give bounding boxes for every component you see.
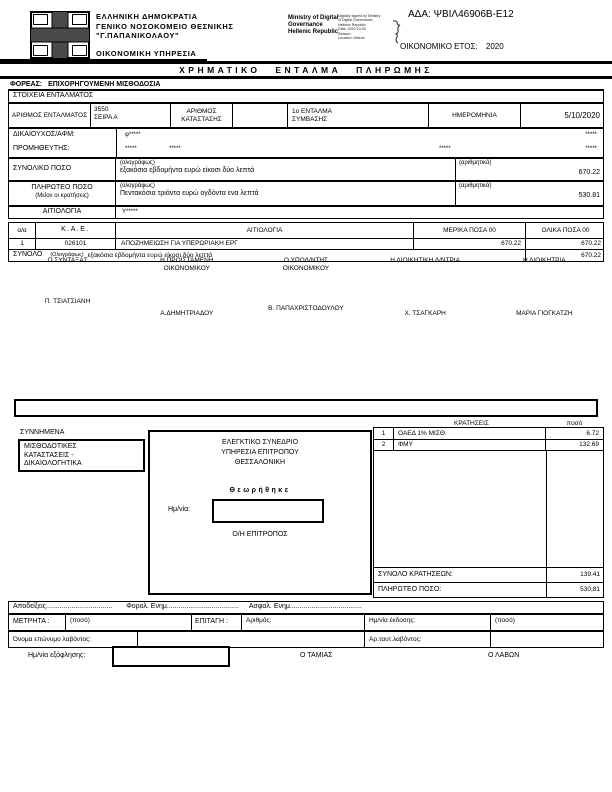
approval-date-box xyxy=(212,499,324,523)
digital-signature-stamp xyxy=(338,14,396,40)
cheque-label: ΕΠΙΤΑΓΗ : xyxy=(192,615,242,630)
justification-value-redacted: Υ***** xyxy=(122,209,138,215)
warrant-number-value xyxy=(91,104,171,127)
kae-total-words: εξακόσια εβδομήντα ευρώ είκοσι δύο λεπτά xyxy=(87,251,213,259)
signature-title-1: Ο ΣΥΝΤΑΞΑΣ xyxy=(47,257,88,264)
warrant-number: 3550 xyxy=(94,106,109,113)
receipts-row xyxy=(8,601,604,614)
attachments-box xyxy=(18,439,145,472)
signature-name-3: Β. ΠΑΠΑΧΡΙΣΤΟΔΟΥΛΟΥ xyxy=(268,305,344,312)
court-line-1: ΕΛΕΓΚΤΙΚΟ ΣΥΝΕΔΡΙΟ xyxy=(221,439,299,446)
signature-name-5: ΜΑΡΙΑ ΓΙΟΓΚΑΤΖΗ xyxy=(516,310,573,317)
total-numeric-tag: (αριθμητικά) xyxy=(459,160,492,166)
ada-value: ΨΒΙΛ46906Β-Ε12 xyxy=(433,9,514,20)
approval-date-label: Ημ/νία: xyxy=(168,506,191,513)
cashier-label: Ο ΤΑΜΙΑΣ xyxy=(300,652,333,659)
ministry-line-2: Governance xyxy=(288,22,323,28)
warrant-details-header: ΣΤΟΙΧΕΙΑ ΕΝΤΑΛΜΑΤΟΣ xyxy=(8,90,604,103)
payable-amount-label-cell xyxy=(9,182,116,205)
deduction-1-desc: ΟΑΕΔ 1% ΜΙΣΘ. xyxy=(394,428,546,439)
cheque-amount-placeholder: (ποσό) xyxy=(495,617,515,624)
kae-row-partial-amount: 670.22 xyxy=(414,239,526,249)
signature-title-3: Ο ΥΠΟΔ/ΝΤΗΣ ΟΙΚΟΝΟΜΙΚΟΥ xyxy=(282,257,330,272)
kae-row-aa: 1 xyxy=(9,239,36,249)
stamp-line-5: Reason: xyxy=(338,31,352,36)
fiscal-year xyxy=(400,42,504,51)
court-line-3: ΘΕΣΣΑΛΟΝΙΚΗ xyxy=(234,459,286,466)
warrant-series: ΣΕΙΡΑ Α xyxy=(94,113,118,121)
deduction-1-amount: 6.72 xyxy=(586,429,599,437)
kae-header-aa: α/α xyxy=(9,223,36,238)
payable-amount-sublabel: (Μείον οι κρατήσεις) xyxy=(35,192,89,199)
ada-code xyxy=(408,9,514,20)
signature-titles-row xyxy=(8,257,604,272)
audit-court-lines xyxy=(150,432,370,468)
recipient-name-blank xyxy=(138,632,365,647)
org-line-3: "Γ.ΠΑΠΑΝΙΚΟΛΑΟΥ" xyxy=(96,31,180,40)
total-words-tag: (ολογράφως) xyxy=(120,160,155,166)
payable-amount-numeric: 530.81 xyxy=(578,192,600,199)
payable-amount-row xyxy=(8,181,604,206)
deduction-empty-space xyxy=(374,451,603,567)
signature-name-4: Χ. ΤΣΑΓΚΑΡΗ xyxy=(404,310,446,317)
deductions-table xyxy=(373,427,604,598)
recipient-id-label: Αρ.ταυτ.λαβόντος: xyxy=(365,632,491,647)
recipient-id-blank xyxy=(491,632,605,647)
beneficiary-value-redacted: φ***** xyxy=(125,132,141,138)
attachment-line-1: ΜΙΣΘΟΔΟΤΙΚΕΣ xyxy=(24,443,77,450)
payable-numeric-tag: (αριθμητικά) xyxy=(459,183,492,189)
beneficiary-right-redacted: ***** xyxy=(585,132,597,138)
kae-table xyxy=(8,222,604,262)
deduction-2-desc: ΦΜΥ xyxy=(394,440,546,451)
insurance-clearance-label: Ασφαλ. Ενημ..................................... xyxy=(248,603,362,611)
receiver-label: Ο ΛΑΒΩΝ xyxy=(488,652,520,659)
receipts-label: Αποδείξεις.................................. xyxy=(13,603,113,611)
total-amount-row xyxy=(8,158,604,181)
stamp-line-2: of Digital Governance, xyxy=(338,18,374,23)
payable-words-tag: (ολογράφως) xyxy=(120,183,155,189)
payable-amount-words-cell xyxy=(116,182,456,205)
attachment-line-2: ΚΑΤΑΣΤΑΣΕΙΣ - xyxy=(24,451,74,459)
total-amount-label: ΣΥΝΟΛΙΚΟ ΠΟΣΟ xyxy=(9,159,116,180)
deduction-2-amount: 132.69 xyxy=(579,441,599,448)
foreas-value: ΕΠΙΧΟΡΗΓΟΥΜΕΝΗ ΜΙΣΘΟΔΟΣΙΑ xyxy=(48,80,161,88)
recipient-name-label: Όνομα επώνυμο λαβόντος: xyxy=(9,632,138,647)
kae-header-justification: ΑΙΤΙΟΛΟΓΙΑ xyxy=(116,223,414,238)
ministry-line-3: Hellenic Republic xyxy=(288,29,339,35)
commissioner-label: Ο/Η ΕΠΙΤΡΟΠΟΣ xyxy=(232,531,288,538)
statement-number-value xyxy=(233,104,288,127)
header-rule-bottom xyxy=(0,76,612,79)
warrant-number-label: ΑΡΙΘΜΟΣ ΕΝΤΑΛΜΑΤΟΣ xyxy=(9,104,91,127)
contract-warrant-label: 1ο ΕΝΤΑΛΜΑ ΣΥΜΒΑΣΗΣ xyxy=(288,104,429,127)
total-amount-numeric-cell xyxy=(456,159,605,180)
recipient-row xyxy=(8,631,604,648)
fiscal-year-label: ΟΙΚΟΝΟΜΙΚΟ ΕΤΟΣ: xyxy=(400,42,478,51)
stamp-line-4: Date: 2020.10.06 xyxy=(338,27,366,32)
deductions-title: ΚΡΑΤΗΣΕΙΣ xyxy=(454,420,489,427)
payable-amount-words: Πεντακόσια τριάντα ευρώ ογδόντα ενα λεπτά xyxy=(120,190,259,197)
payoff-date-label: Ημ/νία εξόφλησης: xyxy=(28,652,86,659)
justification-label: ΑΙΤΙΟΛΟΓΙΑ xyxy=(9,207,116,218)
empty-note-box xyxy=(14,399,598,417)
payment-method-row xyxy=(8,614,604,631)
total-amount-words: εξακόσια εβδομήντα ευρώ είκοσι δύο λεπτά xyxy=(120,167,255,174)
organization-block xyxy=(96,12,234,41)
attachment-line-3: ΔΙΚΑΙΟΛΟΓΗΤΙΚΑ xyxy=(24,460,82,467)
document-title: ΧΡΗΜΑΤΙΚΟ ΕΝΤΑΛΜΑ ΠΛΗΡΩΜΗΣ xyxy=(179,65,433,75)
payable-amount-numeric-cell xyxy=(456,182,605,205)
total-amount-words-cell xyxy=(116,159,456,180)
cheque-number-label: Αριθμός: xyxy=(242,615,365,630)
payable-amount-label: ΠΛΗΡΩΤΕΟ ΠΟΣΟ xyxy=(31,184,93,191)
net-payable-row xyxy=(374,583,603,597)
deduction-1-num: 1 xyxy=(374,428,394,439)
deduction-2-num: 2 xyxy=(374,440,394,451)
signature-title-4: Η ΔΙΟΙΚΗΤΙΚΗ Δ/ΝΤΡΙΑ xyxy=(390,257,461,264)
kae-total-label: ΣΥΝΟΛΟ xyxy=(13,251,43,259)
kae-row-justification: ΑΠΟΖΗΜΕΙΩΣΗ ΓΙΑ ΥΠΕΡΩΡΙΑΚΗ ΕΡΓ xyxy=(116,239,414,249)
supplier-value-3: ***** xyxy=(439,146,451,152)
kae-total-words-tag: (Ολογράφως) xyxy=(50,252,84,259)
total-deductions-value: 139.41 xyxy=(580,571,600,579)
kae-table-header-row xyxy=(9,223,603,239)
foreas-label: ΦΟΡΕΑΣ: xyxy=(10,80,43,88)
supplier-value-2: ***** xyxy=(169,146,181,152)
deduction-row-1 xyxy=(374,428,603,440)
deductions-amount-label: ποσό xyxy=(566,420,583,427)
total-deductions-label: ΣΥΝΟΛΟ ΚΡΑΤΗΣΕΩΝ: xyxy=(374,568,547,582)
header-rule-top xyxy=(0,61,612,64)
approved-label: Θεωρήθηκε xyxy=(229,487,291,494)
org-line-2: ΓΕΝΙΚΟ ΝΟΣΟΚΟΜΕΙΟ ΘΕΣΝΙΚΗΣ xyxy=(96,21,234,31)
net-payable-value: 530,81 xyxy=(580,586,600,594)
deduction-row-2 xyxy=(374,440,603,452)
cheque-date-label: Ημ/νία έκδοσης: xyxy=(365,615,491,630)
attachments-title: ΣΥΝΝΗΜΕΝΑ xyxy=(20,429,65,436)
warrant-row-1 xyxy=(8,103,604,128)
total-amount-numeric: 670.22 xyxy=(578,169,600,176)
statement-number-label: ΑΡΙΘΜΟΣ ΚΑΤΑΣΤΑΣΗΣ xyxy=(171,104,233,127)
signature-title-2: Η ΠΡΟΪΣΤΑΜΕΝΗ ΟΙΚΟΝΟΜΙΚΟΥ xyxy=(160,257,214,272)
kae-row-total-amount: 670.22 xyxy=(581,240,601,248)
hospital-cross-logo-icon xyxy=(30,11,90,59)
ada-label: ΑΔΑ: xyxy=(408,9,431,20)
fiscal-year-value: 2020 xyxy=(485,42,504,51)
justification-row xyxy=(8,206,604,219)
date-label: ΗΜΕΡΟΜΗΝΙΑ xyxy=(429,104,521,127)
cash-amount-placeholder: (ποσό) xyxy=(66,615,192,630)
signature-name-1: Π. ΤΣΙΑΤΣΙΑΝΗ xyxy=(44,298,91,305)
ministry-line-1: Ministry of Digital xyxy=(288,15,339,21)
net-payable-label: ΠΛΗΡΩΤΕΟ ΠΟΣΟ: xyxy=(374,583,547,597)
supplier-label: ΠΡΟΜΗΘΕΥΤΗΣ: xyxy=(13,145,70,152)
stamp-line-3: Hellenic Republic xyxy=(338,22,366,27)
kae-header-partial-amounts: ΜΕΡΙΚΑ ΠΟΣΑ 00 xyxy=(414,223,526,238)
tax-clearance-label: Φορολ. Ενημ..................................... xyxy=(126,603,239,611)
org-line-1: ΕΛΛΗΝΙΚΗ ΔΗΜΟΚΡΑΤΙΑ xyxy=(96,12,198,21)
kae-total-amount: 670.22 xyxy=(581,251,601,259)
department-label: ΟΙΚΟΝΟΜΙΚΗ ΥΠΗΡΕΣΙΑ xyxy=(96,49,197,58)
supplier-value-1: ***** xyxy=(125,146,137,152)
label-column-divider xyxy=(116,129,117,157)
kae-header-total-amounts: ΟΛΙΚΑ ΠΟΣΑ 00 xyxy=(541,226,590,234)
kae-header-kae: Κ.Α.Ε. xyxy=(36,223,116,238)
signature-name-2: Α.ΔΗΜΗΤΡΙΑΔΟΥ xyxy=(160,310,214,317)
kae-table-data-row xyxy=(9,239,603,250)
ministry-block xyxy=(288,15,338,36)
stamp-line-1: Digitally signed by Ministry xyxy=(338,14,381,18)
supplier-value-4: ***** xyxy=(585,146,597,152)
beneficiary-label: ΔΙΚΑΙΟΥΧΟΣ/ΑΦΜ: xyxy=(13,131,76,138)
court-line-2: ΥΠΗΡΕΣΙΑ ΕΠΙΤΡΟΠΟΥ xyxy=(221,449,299,456)
stamp-line-6: Location: Athens xyxy=(338,36,365,41)
total-deductions-row xyxy=(374,567,603,583)
date-value: 5/10/2020 xyxy=(564,111,600,120)
signature-title-5: Η ΔΙΟΙΚΗΤΡΙΑ xyxy=(523,257,566,264)
cash-label: ΜΕΤΡΗΤΑ : xyxy=(9,615,66,630)
beneficiary-supplier-block xyxy=(8,128,604,158)
payoff-date-box xyxy=(112,646,230,667)
signature-names-row xyxy=(8,298,604,317)
audit-court-box xyxy=(148,430,372,595)
kae-row-code: 026101 xyxy=(36,239,116,249)
